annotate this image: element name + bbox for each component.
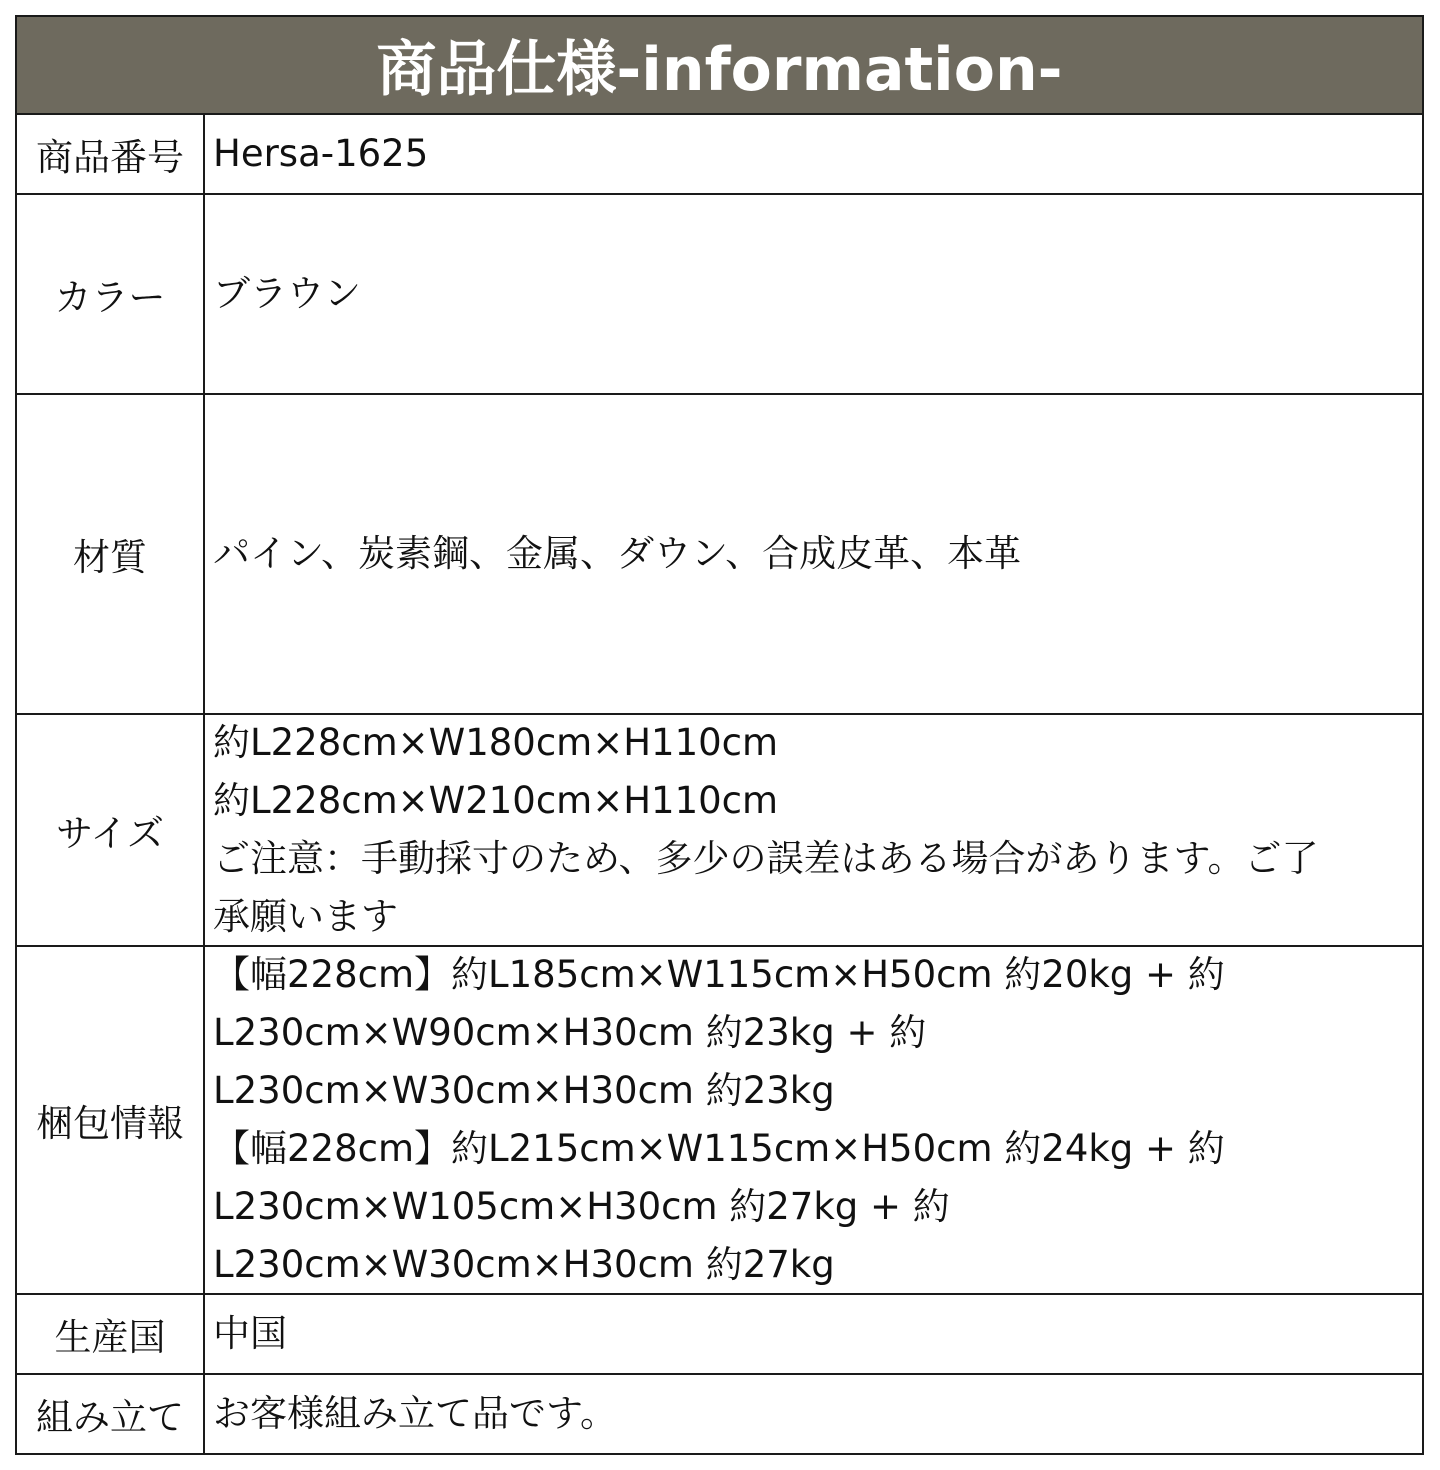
value-line: ブラウン [213,272,361,315]
value-line: ご注意：手動採寸のため、多少の誤差はある場合があります。ご了 [213,837,1319,880]
row-label: 梱包情報 [17,947,205,1293]
spec-row-material [17,395,1422,715]
value-line: パイン、炭素鋼、金属、ダウン、合成皮革、本革 [213,532,1022,575]
row-value [213,1375,1414,1453]
value-line: 約L228cm×W180cm×H110cm [213,721,779,764]
value-line: L230cm×W30cm×H30cm 約23kg [213,1069,835,1112]
spec-row-country-of-origin [17,1295,1422,1375]
value-line: L230cm×W105cm×H30cm 約27kg + 約 [213,1185,950,1228]
value-line: 約L228cm×W210cm×H110cm [213,779,779,822]
row-label: サイズ [17,715,205,945]
value-line: 中国 [213,1312,287,1355]
row-value [213,395,1414,713]
value-line: 【幅228cm】約L185cm×W115cm×H50cm 約20kg + 約 [213,953,1225,996]
row-value [213,115,1414,193]
value-line: 承願います [213,895,398,938]
row-value [213,947,1414,1293]
row-value [213,195,1414,393]
value-line: Hersa-1625 [213,132,429,175]
value-line: L230cm×W90cm×H30cm 約23kg + 約 [213,1011,927,1054]
spec-title: 商品仕様-information- [17,17,1422,115]
spec-row-packing-info [17,947,1422,1295]
row-value [213,715,1414,945]
value-line: L230cm×W30cm×H30cm 約27kg [213,1243,835,1286]
spec-row-assembly [17,1375,1422,1453]
row-value [213,1295,1414,1373]
spec-table [15,15,1424,1455]
spec-row-product-number [17,115,1422,195]
row-label: 生産国 [17,1295,205,1373]
value-line: 【幅228cm】約L215cm×W115cm×H50cm 約24kg + 約 [213,1127,1225,1170]
row-label: 組み立て [17,1375,205,1453]
row-label: 材質 [17,395,205,713]
spec-row-color [17,195,1422,395]
spec-row-size [17,715,1422,947]
value-line: お客様組み立て品です。 [213,1392,618,1435]
row-label: 商品番号 [17,115,205,193]
row-label: カラー [17,195,205,393]
